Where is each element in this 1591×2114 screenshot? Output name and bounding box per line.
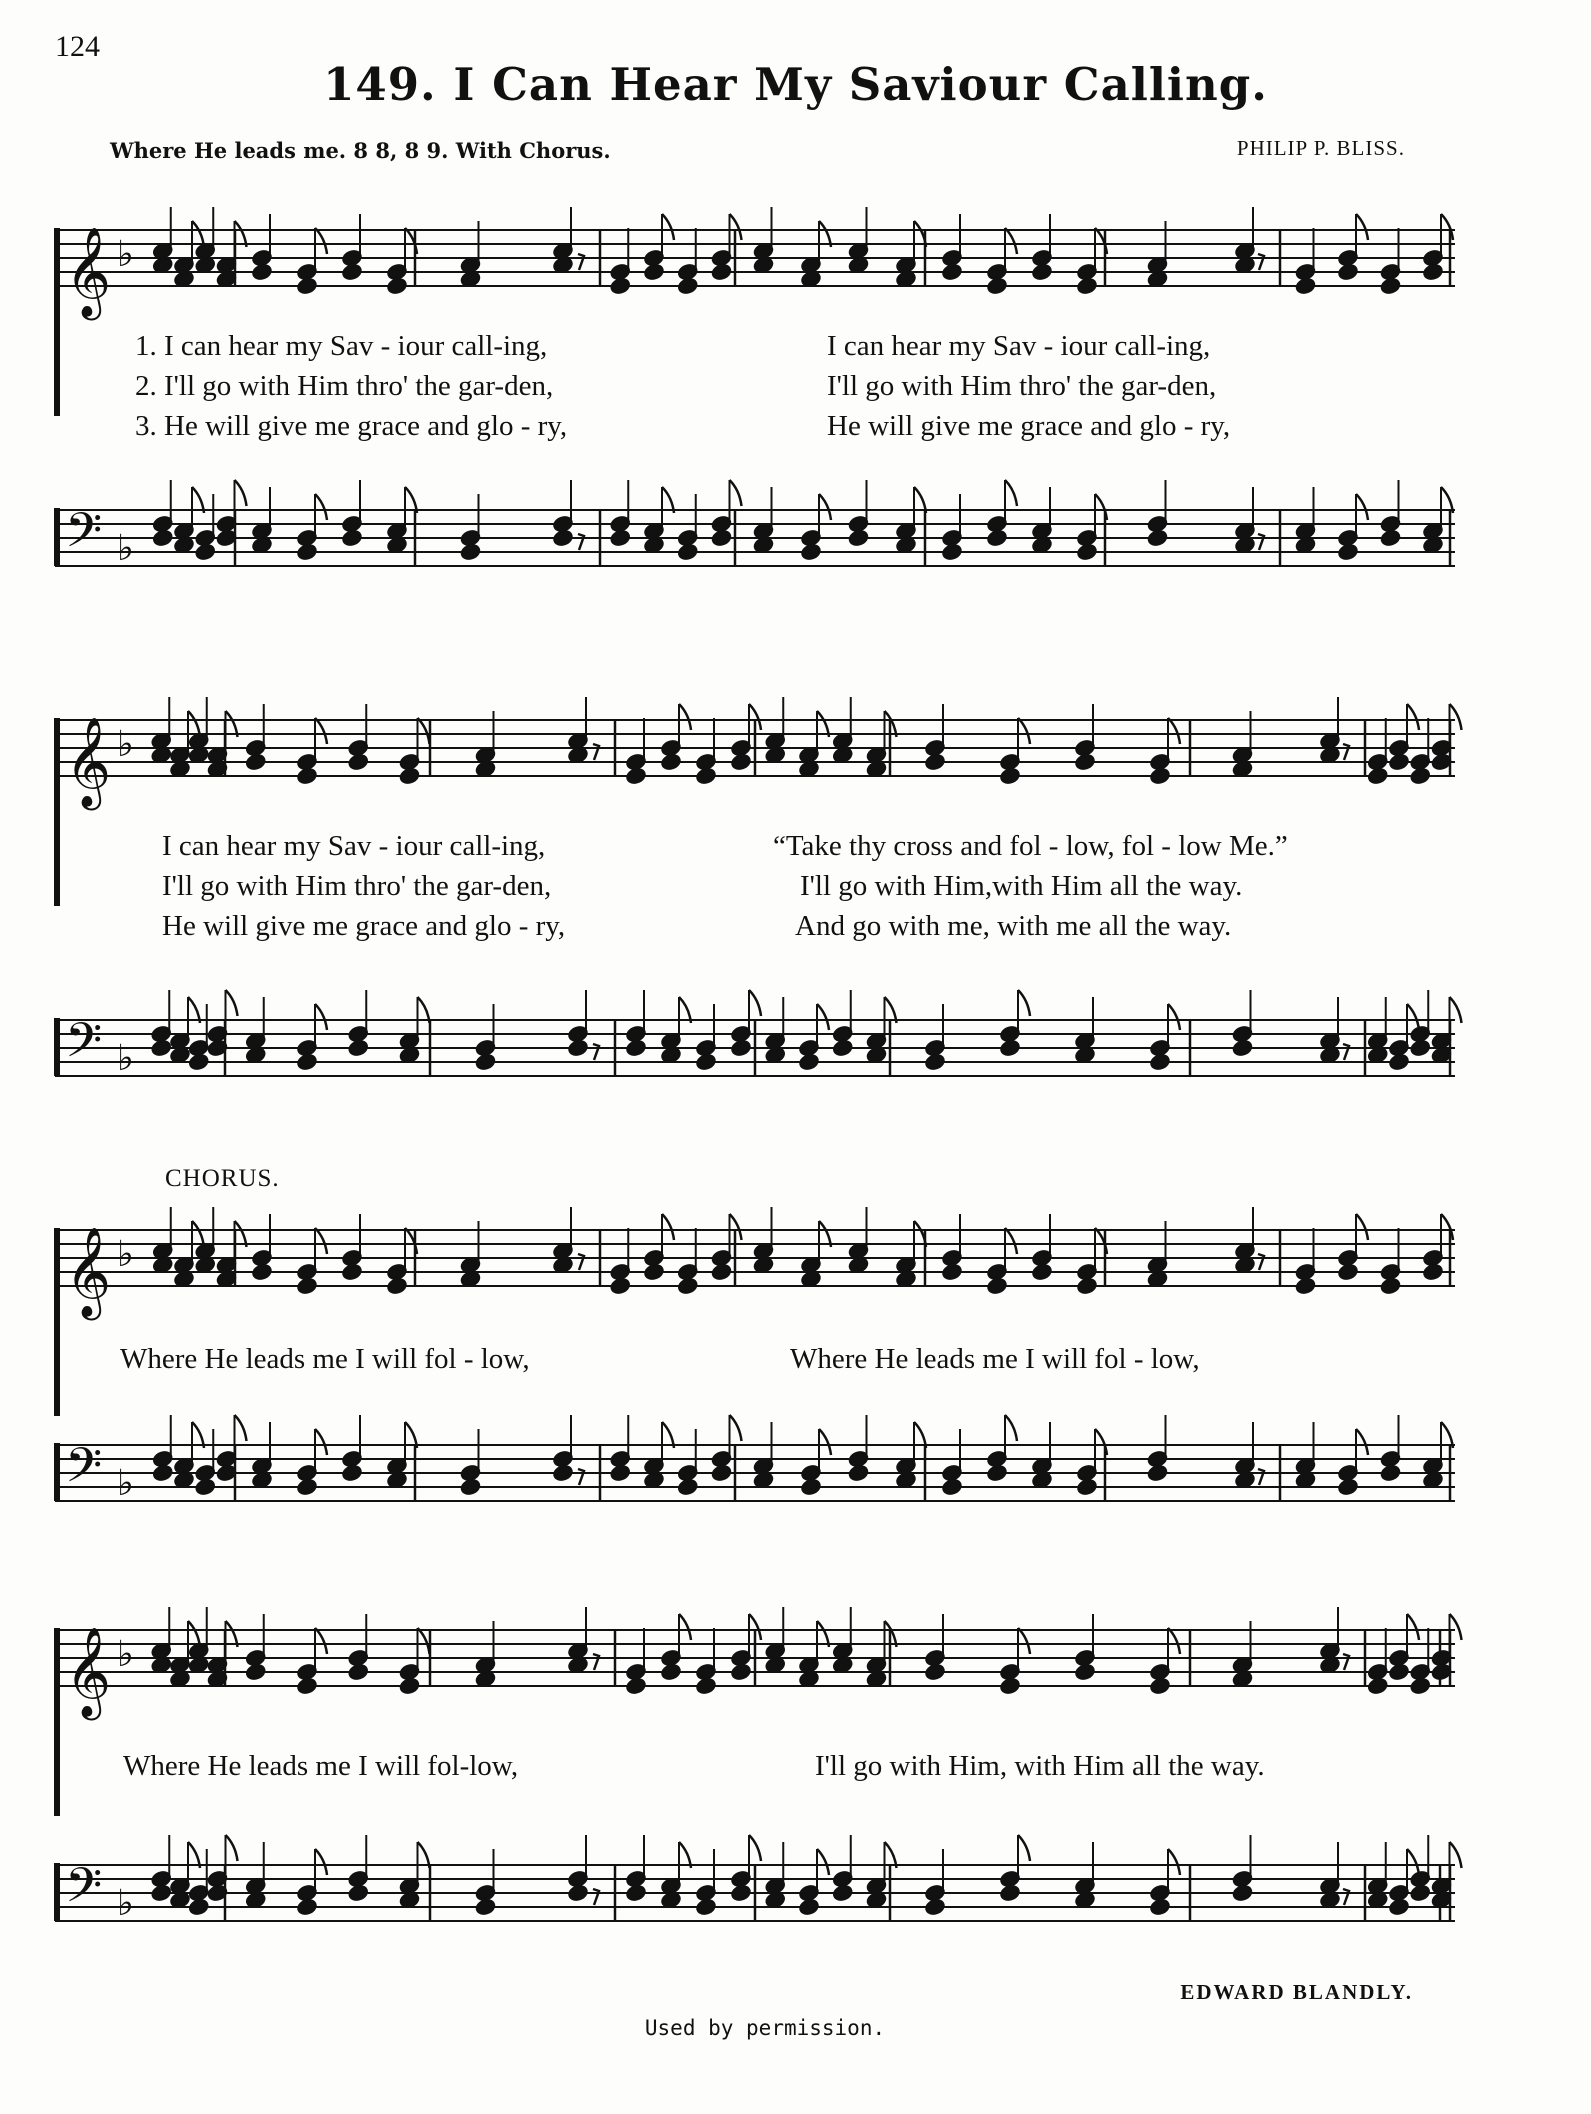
bass-clef: 𝄢 <box>65 1012 103 1080</box>
notehead <box>1367 1677 1388 1695</box>
music-system-4 <box>55 1600 1455 2000</box>
note-flag <box>1095 1429 1107 1455</box>
notehead <box>567 1039 588 1057</box>
notehead <box>800 543 821 561</box>
notehead <box>195 1478 216 1496</box>
note-flag <box>1356 214 1368 240</box>
eighth-rest <box>1343 744 1349 760</box>
notehead <box>832 1039 853 1057</box>
note-flag <box>1407 704 1419 730</box>
notehead <box>1337 1263 1358 1281</box>
notehead <box>800 1478 821 1496</box>
notehead <box>643 263 664 281</box>
notehead <box>1380 1464 1401 1482</box>
lyric-segment: I'll go with Him,with Him all the way. <box>800 870 1243 902</box>
notehead <box>1074 753 1095 771</box>
notehead <box>999 767 1020 785</box>
notehead <box>1147 1464 1168 1482</box>
notehead <box>348 1884 369 1902</box>
lyric-segment: He will give me grace and glo - ry, <box>162 910 566 942</box>
lyric-segment: And go with me, with me all the way. <box>795 910 1232 942</box>
notehead <box>730 753 751 771</box>
notehead <box>1076 277 1097 295</box>
eighth-rest <box>578 1254 584 1270</box>
eighth-rest <box>1258 1469 1264 1485</box>
music-system-3 <box>55 1165 1455 1535</box>
note-flag <box>1450 1614 1462 1640</box>
notehead <box>245 1663 266 1681</box>
lyric-verse-1 <box>55 830 1455 870</box>
note-flag <box>730 480 742 506</box>
page-number: 124 <box>55 30 100 63</box>
notehead <box>941 1478 962 1496</box>
music-system-1 <box>55 190 1455 590</box>
bass-staff-3 <box>55 1405 1455 1535</box>
note-flag <box>226 1835 238 1861</box>
note-flag <box>730 1415 742 1441</box>
eighth-rest <box>1343 1889 1349 1905</box>
lyric-segment: Where He leads me I will fol - low, <box>790 1343 1200 1375</box>
note-flag <box>1018 990 1030 1016</box>
note-flag <box>1018 1628 1030 1654</box>
note-flag <box>1005 1415 1017 1441</box>
notehead <box>625 767 646 785</box>
bass-staff-2 <box>55 980 1455 1110</box>
note-flag <box>749 1835 761 1861</box>
note-flag <box>418 718 430 744</box>
notehead <box>1074 1663 1095 1681</box>
notehead <box>798 1053 819 1071</box>
eighth-rest <box>593 1044 599 1060</box>
notehead <box>986 277 1007 295</box>
notehead <box>677 277 698 295</box>
key-signature-flat: ♭ <box>117 1234 134 1275</box>
eighth-rest <box>1258 1254 1264 1270</box>
notehead <box>924 1053 945 1071</box>
eighth-rest <box>1343 1654 1349 1670</box>
notehead <box>677 1277 698 1295</box>
note-flag <box>819 1429 831 1455</box>
notehead <box>695 1053 716 1071</box>
notehead <box>341 1464 362 1482</box>
notehead <box>730 1663 751 1681</box>
notehead <box>399 1677 420 1695</box>
notehead <box>245 753 266 771</box>
treble-staff-3 <box>55 1200 1455 1320</box>
eighth-rest <box>578 1469 584 1485</box>
note-flag <box>315 1849 327 1875</box>
eighth-rest <box>1258 254 1264 270</box>
notehead <box>999 1677 1020 1695</box>
notehead <box>610 529 631 547</box>
note-flag <box>1095 494 1107 520</box>
lyric-verse-1 <box>55 330 1455 370</box>
notehead <box>1422 1263 1443 1281</box>
notehead <box>924 1663 945 1681</box>
notehead <box>660 1663 681 1681</box>
notehead <box>832 1884 853 1902</box>
tune-info: Where He leads me. 8 8, 8 9. With Chorus. <box>110 138 611 163</box>
notehead <box>610 277 631 295</box>
note-flag <box>315 1004 327 1030</box>
notehead <box>1147 529 1168 547</box>
notehead <box>151 1039 172 1057</box>
notehead <box>695 1677 716 1695</box>
notehead <box>475 1053 496 1071</box>
note-flag <box>315 718 327 744</box>
notehead <box>695 1898 716 1916</box>
notehead <box>341 263 362 281</box>
notehead <box>1031 263 1052 281</box>
key-signature-flat: ♭ <box>117 1883 134 1924</box>
note-flag <box>1441 214 1453 240</box>
note-flag <box>819 494 831 520</box>
composer: PHILIP P. BLISS. <box>1236 136 1405 160</box>
notehead <box>730 1884 751 1902</box>
notehead <box>660 753 681 771</box>
notehead <box>195 543 216 561</box>
notehead <box>610 1464 631 1482</box>
notehead <box>348 1663 369 1681</box>
notehead <box>296 1277 317 1295</box>
notehead <box>1232 1039 1253 1057</box>
notehead <box>625 1884 646 1902</box>
note-flag <box>1005 1228 1017 1254</box>
note-flag <box>315 1628 327 1654</box>
notehead <box>341 529 362 547</box>
notehead <box>941 263 962 281</box>
notehead <box>1388 1053 1409 1071</box>
bass-staff-1 <box>55 470 1455 600</box>
note-flag <box>1407 1004 1419 1030</box>
notehead <box>1295 1277 1316 1295</box>
lyric-chorus <box>55 1343 1455 1383</box>
lyric-verse-3 <box>55 910 1455 950</box>
notehead <box>296 1898 317 1916</box>
lyric-segment: Where He leads me I will fol-low, <box>123 1750 519 1782</box>
lyric-segment: He will give me grace and glo - ry, <box>827 410 1231 442</box>
notehead <box>798 1898 819 1916</box>
lyric-segment: I'll go with Him, with Him all the way. <box>815 1750 1265 1782</box>
note-flag <box>1168 1849 1180 1875</box>
note-flag <box>226 990 238 1016</box>
lyric-segment: I'll go with Him thro' the gar-den, <box>827 370 1217 402</box>
notehead <box>999 1884 1020 1902</box>
chorus-label: CHORUS. <box>165 1165 280 1192</box>
note-flag <box>1356 494 1368 520</box>
notehead <box>941 1263 962 1281</box>
notehead <box>460 543 481 561</box>
note-flag <box>1005 480 1017 506</box>
lyric-segment: Where He leads me I will fol - low, <box>120 1343 530 1375</box>
note-flag <box>749 990 761 1016</box>
notehead <box>1380 277 1401 295</box>
notehead <box>711 529 732 547</box>
notehead <box>625 1677 646 1695</box>
key-signature-flat: ♭ <box>117 1463 134 1504</box>
arranger-credit: EDWARD BLANDLY. <box>1180 1980 1413 2004</box>
note-flag <box>1168 718 1180 744</box>
notehead <box>296 1677 317 1695</box>
key-signature-flat: ♭ <box>117 1634 134 1675</box>
notehead <box>348 753 369 771</box>
note-flag <box>315 494 327 520</box>
note-flag <box>1018 1835 1030 1861</box>
lyric-segment: I can hear my Sav - iour call-ing, <box>162 830 546 862</box>
note-flag <box>817 1849 829 1875</box>
notehead <box>986 1464 1007 1482</box>
notehead <box>999 1039 1020 1057</box>
notehead <box>677 543 698 561</box>
notehead <box>730 1039 751 1057</box>
eighth-rest <box>593 1654 599 1670</box>
note-flag <box>1005 228 1017 254</box>
notehead <box>677 1478 698 1496</box>
hymn-title: 149. I Can Hear My Saviour Calling. <box>323 58 1268 111</box>
lyric-verse-2 <box>55 370 1455 410</box>
notehead <box>1422 263 1443 281</box>
notehead <box>151 1884 172 1902</box>
eighth-rest <box>578 534 584 550</box>
lyric-chorus <box>55 1750 1455 1790</box>
note-flag <box>1356 1214 1368 1240</box>
lyric-verse-2 <box>55 870 1455 910</box>
treble-clef: 𝄞 <box>65 717 112 807</box>
notehead <box>711 1263 732 1281</box>
notehead <box>152 1464 173 1482</box>
notehead <box>188 1898 209 1916</box>
notehead <box>625 1039 646 1057</box>
note-flag <box>315 1228 327 1254</box>
notehead <box>1337 543 1358 561</box>
notehead <box>643 1263 664 1281</box>
key-signature-flat: ♭ <box>117 528 134 569</box>
lyric-segment: 3. He will give me grace and glo - ry, <box>135 410 568 442</box>
notehead <box>1410 1884 1431 1902</box>
note-flag <box>1168 1004 1180 1030</box>
notehead <box>1149 1053 1170 1071</box>
key-signature-flat: ♭ <box>117 234 134 275</box>
notehead <box>460 1478 481 1496</box>
notehead <box>695 767 716 785</box>
note-flag <box>1168 1628 1180 1654</box>
notehead <box>1410 767 1431 785</box>
note-flag <box>662 214 674 240</box>
notehead <box>386 277 407 295</box>
treble-clef: 𝄞 <box>65 227 112 317</box>
notehead <box>1149 1898 1170 1916</box>
notehead <box>1295 277 1316 295</box>
notehead <box>567 1884 588 1902</box>
lyric-segment: I'll go with Him thro' the gar-den, <box>162 870 552 902</box>
treble-clef: 𝄞 <box>65 1227 112 1317</box>
notehead <box>924 753 945 771</box>
bass-clef: 𝄢 <box>65 502 103 570</box>
eighth-rest <box>1343 1044 1349 1060</box>
notehead <box>341 1263 362 1281</box>
notehead <box>1380 1277 1401 1295</box>
notehead <box>552 529 573 547</box>
note-flag <box>679 1614 691 1640</box>
notehead <box>348 1039 369 1057</box>
lyric-segment: 1. I can hear my Sav - iour call-ing, <box>135 330 548 362</box>
notehead <box>1410 1677 1431 1695</box>
eighth-rest <box>578 254 584 270</box>
notehead <box>986 529 1007 547</box>
notehead <box>1388 1663 1409 1681</box>
note-flag <box>1356 1429 1368 1455</box>
note-flag <box>235 1415 247 1441</box>
treble-staff-4 <box>55 1600 1455 1720</box>
notehead <box>475 1898 496 1916</box>
notehead <box>1076 1277 1097 1295</box>
notehead <box>1149 1677 1170 1695</box>
notehead <box>941 543 962 561</box>
note-flag <box>662 1214 674 1240</box>
note-flag <box>1450 704 1462 730</box>
permission-note: Used by permission. <box>644 2016 886 2040</box>
note-flag <box>1018 718 1030 744</box>
notehead <box>924 1898 945 1916</box>
notehead <box>296 767 317 785</box>
note-flag <box>1441 1214 1453 1240</box>
key-signature-flat: ♭ <box>117 724 134 765</box>
notehead <box>1380 529 1401 547</box>
note-flag <box>315 1429 327 1455</box>
notehead <box>848 1464 869 1482</box>
notehead <box>1337 263 1358 281</box>
notehead <box>1232 1884 1253 1902</box>
note-flag <box>418 1628 430 1654</box>
music-system-2 <box>55 690 1455 1090</box>
notehead <box>152 529 173 547</box>
notehead <box>296 277 317 295</box>
eighth-rest <box>1258 534 1264 550</box>
note-flag <box>315 228 327 254</box>
note-flag <box>679 704 691 730</box>
lyric-verse-3 <box>55 410 1455 450</box>
note-flag <box>1407 1614 1419 1640</box>
notehead <box>1388 753 1409 771</box>
notehead <box>1410 1039 1431 1057</box>
notehead <box>552 1464 573 1482</box>
notehead <box>251 1263 272 1281</box>
eighth-rest <box>593 1889 599 1905</box>
bass-staff-4 <box>55 1825 1455 1955</box>
notehead <box>251 263 272 281</box>
notehead <box>711 263 732 281</box>
notehead <box>188 1053 209 1071</box>
notehead <box>296 543 317 561</box>
lyric-segment: I can hear my Sav - iour call-ing, <box>827 330 1211 362</box>
treble-staff-1 <box>55 200 1455 320</box>
notehead <box>1388 1898 1409 1916</box>
note-flag <box>1407 1849 1419 1875</box>
lyric-segment: “Take thy cross and fol - low, fol - low Me.” <box>773 830 1288 862</box>
bass-clef: 𝄢 <box>65 1857 103 1925</box>
notehead <box>399 767 420 785</box>
notehead <box>1367 767 1388 785</box>
treble-clef: 𝄞 <box>65 1627 112 1717</box>
notehead <box>296 1478 317 1496</box>
eighth-rest <box>593 744 599 760</box>
notehead <box>848 529 869 547</box>
notehead <box>1076 1478 1097 1496</box>
notehead <box>386 1277 407 1295</box>
notehead <box>1031 1263 1052 1281</box>
note-flag <box>235 480 247 506</box>
notehead <box>296 1053 317 1071</box>
notehead <box>1337 1478 1358 1496</box>
treble-staff-2 <box>55 690 1455 810</box>
notehead <box>610 1277 631 1295</box>
notehead <box>1149 767 1170 785</box>
note-flag <box>817 1004 829 1030</box>
notehead <box>986 1277 1007 1295</box>
lyric-segment: 2. I'll go with Him thro' the gar-den, <box>135 370 554 402</box>
notehead <box>711 1464 732 1482</box>
key-signature-flat: ♭ <box>117 1038 134 1079</box>
notehead <box>1076 543 1097 561</box>
bass-clef: 𝄢 <box>65 1437 103 1505</box>
